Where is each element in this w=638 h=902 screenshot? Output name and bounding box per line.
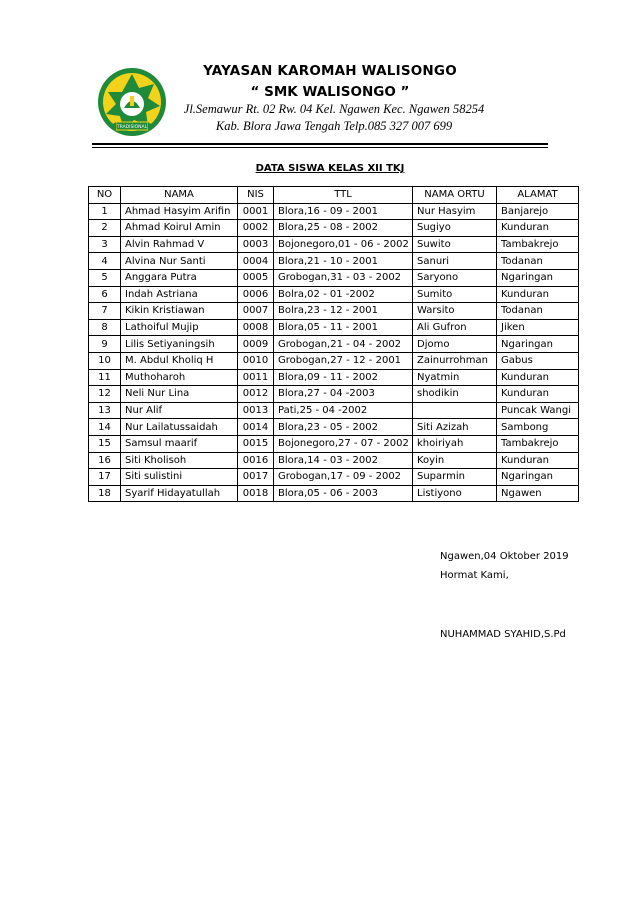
table-row bbox=[89, 319, 579, 336]
cell-nama-ortu bbox=[413, 402, 497, 419]
cell-nama: Muthoharoh bbox=[121, 369, 238, 386]
table-header-row bbox=[89, 187, 579, 204]
cell-nama: Samsul maarif bbox=[121, 435, 238, 452]
column-header-nama: NAMA bbox=[121, 187, 238, 204]
cell-nis: 0017 bbox=[238, 469, 274, 486]
cell-nama: Nur Lailatussaidah bbox=[121, 419, 238, 436]
signer-name: NUHAMMAD SYAHID,S.Pd bbox=[440, 629, 566, 640]
signature-place-date: Ngawen,04 Oktober 2019 bbox=[440, 551, 569, 562]
cell-no: 12 bbox=[89, 386, 121, 403]
cell-alamat: Todanan bbox=[497, 253, 579, 270]
cell-nama: Siti sulistini bbox=[121, 469, 238, 486]
cell-no: 11 bbox=[89, 369, 121, 386]
cell-alamat: Ngawen bbox=[497, 485, 579, 502]
cell-nama-ortu: Saryono bbox=[413, 269, 497, 286]
cell-nis: 0018 bbox=[238, 485, 274, 502]
cell-nis: 0013 bbox=[238, 402, 274, 419]
cell-ttl: Bojonegoro,01 - 06 - 2002 bbox=[274, 236, 413, 253]
cell-nama-ortu: Djomo bbox=[413, 336, 497, 353]
cell-ttl: Grobogan,27 - 12 - 2001 bbox=[274, 352, 413, 369]
cell-alamat: Kunduran bbox=[497, 286, 579, 303]
cell-nama: Kikin Kristiawan bbox=[121, 303, 238, 320]
cell-no: 15 bbox=[89, 435, 121, 452]
cell-no: 13 bbox=[89, 402, 121, 419]
table-row bbox=[89, 286, 579, 303]
cell-no: 14 bbox=[89, 419, 121, 436]
table-row bbox=[89, 485, 579, 502]
cell-nis: 0003 bbox=[238, 236, 274, 253]
cell-nama: Lathoiful Mujip bbox=[121, 319, 238, 336]
school-name: “ SMK WALISONGO ” bbox=[250, 84, 410, 100]
cell-nama-ortu: Listiyono bbox=[413, 485, 497, 502]
cell-nama: Syarif Hidayatullah bbox=[121, 485, 238, 502]
cell-nama: Siti Kholisoh bbox=[121, 452, 238, 469]
cell-no: 7 bbox=[89, 303, 121, 320]
cell-nis: 0011 bbox=[238, 369, 274, 386]
table-body bbox=[89, 203, 579, 502]
school-logo-icon bbox=[94, 64, 170, 144]
cell-nama: Indah Astriana bbox=[121, 286, 238, 303]
table-row bbox=[89, 386, 579, 403]
table-row bbox=[89, 419, 579, 436]
cell-ttl: Grobogan,17 - 09 - 2002 bbox=[274, 469, 413, 486]
cell-alamat: Ngaringan bbox=[497, 336, 579, 353]
table-row bbox=[89, 336, 579, 353]
header-divider-thick bbox=[92, 143, 548, 145]
cell-no: 5 bbox=[89, 269, 121, 286]
cell-nis: 0009 bbox=[238, 336, 274, 353]
cell-nama-ortu: Nur Hasyim bbox=[413, 203, 497, 220]
table-row bbox=[89, 352, 579, 369]
cell-nama-ortu: shodikin bbox=[413, 386, 497, 403]
cell-no: 8 bbox=[89, 319, 121, 336]
table-row bbox=[89, 303, 579, 320]
organization-name: YAYASAN KAROMAH WALISONGO bbox=[203, 63, 457, 79]
cell-ttl: Blora,09 - 11 - 2002 bbox=[274, 369, 413, 386]
cell-ttl: Blora,14 - 03 - 2002 bbox=[274, 452, 413, 469]
cell-ttl: Blora,23 - 05 - 2002 bbox=[274, 419, 413, 436]
cell-alamat: Banjarejo bbox=[497, 203, 579, 220]
cell-ttl: Bolra,23 - 12 - 2001 bbox=[274, 303, 413, 320]
table-row bbox=[89, 236, 579, 253]
table-row bbox=[89, 220, 579, 237]
cell-nama-ortu: Suwito bbox=[413, 236, 497, 253]
header-divider-thin bbox=[92, 147, 548, 148]
cell-nis: 0015 bbox=[238, 435, 274, 452]
signature-greeting: Hormat Kami, bbox=[440, 570, 509, 581]
cell-no: 18 bbox=[89, 485, 121, 502]
cell-nis: 0012 bbox=[238, 386, 274, 403]
cell-no: 9 bbox=[89, 336, 121, 353]
table-row bbox=[89, 452, 579, 469]
cell-nama-ortu: Sumito bbox=[413, 286, 497, 303]
cell-nama: Ahmad Hasyim Arifin bbox=[121, 203, 238, 220]
cell-nis: 0008 bbox=[238, 319, 274, 336]
table-row bbox=[89, 203, 579, 220]
cell-no: 17 bbox=[89, 469, 121, 486]
cell-nama: M. Abdul Kholiq H bbox=[121, 352, 238, 369]
cell-ttl: Blora,21 - 10 - 2001 bbox=[274, 253, 413, 270]
cell-nis: 0014 bbox=[238, 419, 274, 436]
cell-nama-ortu: Zainurrohman bbox=[413, 352, 497, 369]
table-row bbox=[89, 269, 579, 286]
column-header-ttl: TTL bbox=[274, 187, 413, 204]
document-title: DATA SISWA KELAS XII TKJ bbox=[255, 163, 405, 174]
cell-alamat: Tambakrejo bbox=[497, 435, 579, 452]
cell-nama: Alvina Nur Santi bbox=[121, 253, 238, 270]
column-header-no: NO bbox=[89, 187, 121, 204]
cell-nama-ortu: Sugiyo bbox=[413, 220, 497, 237]
cell-nama: Neli Nur Lina bbox=[121, 386, 238, 403]
cell-nama-ortu: Nyatmin bbox=[413, 369, 497, 386]
cell-ttl: Blora,05 - 11 - 2001 bbox=[274, 319, 413, 336]
cell-nama-ortu: Warsito bbox=[413, 303, 497, 320]
cell-alamat: Puncak Wangi bbox=[497, 402, 579, 419]
cell-nama-ortu: Sanuri bbox=[413, 253, 497, 270]
cell-nis: 0002 bbox=[238, 220, 274, 237]
cell-alamat: Ngaringan bbox=[497, 469, 579, 486]
column-header-nama-ortu: NAMA ORTU bbox=[413, 187, 497, 204]
cell-ttl: Blora,16 - 09 - 2001 bbox=[274, 203, 413, 220]
cell-no: 16 bbox=[89, 452, 121, 469]
cell-ttl: Bolra,02 - 01 -2002 bbox=[274, 286, 413, 303]
cell-nama-ortu: Koyin bbox=[413, 452, 497, 469]
cell-nama-ortu: Siti Azizah bbox=[413, 419, 497, 436]
table-row bbox=[89, 435, 579, 452]
cell-nama-ortu: Suparmin bbox=[413, 469, 497, 486]
cell-nama: Nur Alif bbox=[121, 402, 238, 419]
cell-nama-ortu: khoiriyah bbox=[413, 435, 497, 452]
cell-alamat: Kunduran bbox=[497, 369, 579, 386]
cell-ttl: Blora,25 - 08 - 2002 bbox=[274, 220, 413, 237]
cell-nis: 0006 bbox=[238, 286, 274, 303]
student-table bbox=[88, 186, 579, 502]
table-row bbox=[89, 469, 579, 486]
cell-alamat: Kunduran bbox=[497, 452, 579, 469]
cell-alamat: Kunduran bbox=[497, 220, 579, 237]
table-row bbox=[89, 369, 579, 386]
address-line-2: Kab. Blora Jawa Tengah Telp.085 327 007 699 bbox=[215, 119, 453, 133]
cell-nis: 0007 bbox=[238, 303, 274, 320]
cell-nis: 0004 bbox=[238, 253, 274, 270]
cell-alamat: Tambakrejo bbox=[497, 236, 579, 253]
address-line-1: Jl.Semawur Rt. 02 Rw. 04 Kel. Ngawen Kec. Ngawen 58254 bbox=[183, 102, 485, 116]
cell-alamat: Kunduran bbox=[497, 386, 579, 403]
cell-alamat: Gabus bbox=[497, 352, 579, 369]
cell-no: 4 bbox=[89, 253, 121, 270]
cell-nama-ortu: Ali Gufron bbox=[413, 319, 497, 336]
cell-nis: 0005 bbox=[238, 269, 274, 286]
cell-no: 10 bbox=[89, 352, 121, 369]
cell-ttl: Grobogan,21 - 04 - 2002 bbox=[274, 336, 413, 353]
cell-ttl: Pati,25 - 04 -2002 bbox=[274, 402, 413, 419]
cell-alamat: Sambong bbox=[497, 419, 579, 436]
cell-alamat: Jiken bbox=[497, 319, 579, 336]
cell-ttl: Blora,27 - 04 -2003 bbox=[274, 386, 413, 403]
cell-alamat: Ngaringan bbox=[497, 269, 579, 286]
column-header-alamat: ALAMAT bbox=[497, 187, 579, 204]
cell-no: 6 bbox=[89, 286, 121, 303]
cell-nama: Lilis Setiyaningsih bbox=[121, 336, 238, 353]
table-row bbox=[89, 402, 579, 419]
cell-nama: Alvin Rahmad V bbox=[121, 236, 238, 253]
cell-ttl: Blora,05 - 06 - 2003 bbox=[274, 485, 413, 502]
table-row bbox=[89, 253, 579, 270]
cell-alamat: Todanan bbox=[497, 303, 579, 320]
cell-ttl: Bojonegoro,27 - 07 - 2002 bbox=[274, 435, 413, 452]
cell-nis: 0001 bbox=[238, 203, 274, 220]
cell-nama: Anggara Putra bbox=[121, 269, 238, 286]
cell-ttl: Grobogan,31 - 03 - 2002 bbox=[274, 269, 413, 286]
cell-nama: Ahmad Koirul Amin bbox=[121, 220, 238, 237]
cell-no: 2 bbox=[89, 220, 121, 237]
column-header-nis: NIS bbox=[238, 187, 274, 204]
cell-no: 1 bbox=[89, 203, 121, 220]
logo-banner-text: TRADISIONAL bbox=[116, 125, 148, 130]
cell-nis: 0016 bbox=[238, 452, 274, 469]
cell-nis: 0010 bbox=[238, 352, 274, 369]
cell-no: 3 bbox=[89, 236, 121, 253]
